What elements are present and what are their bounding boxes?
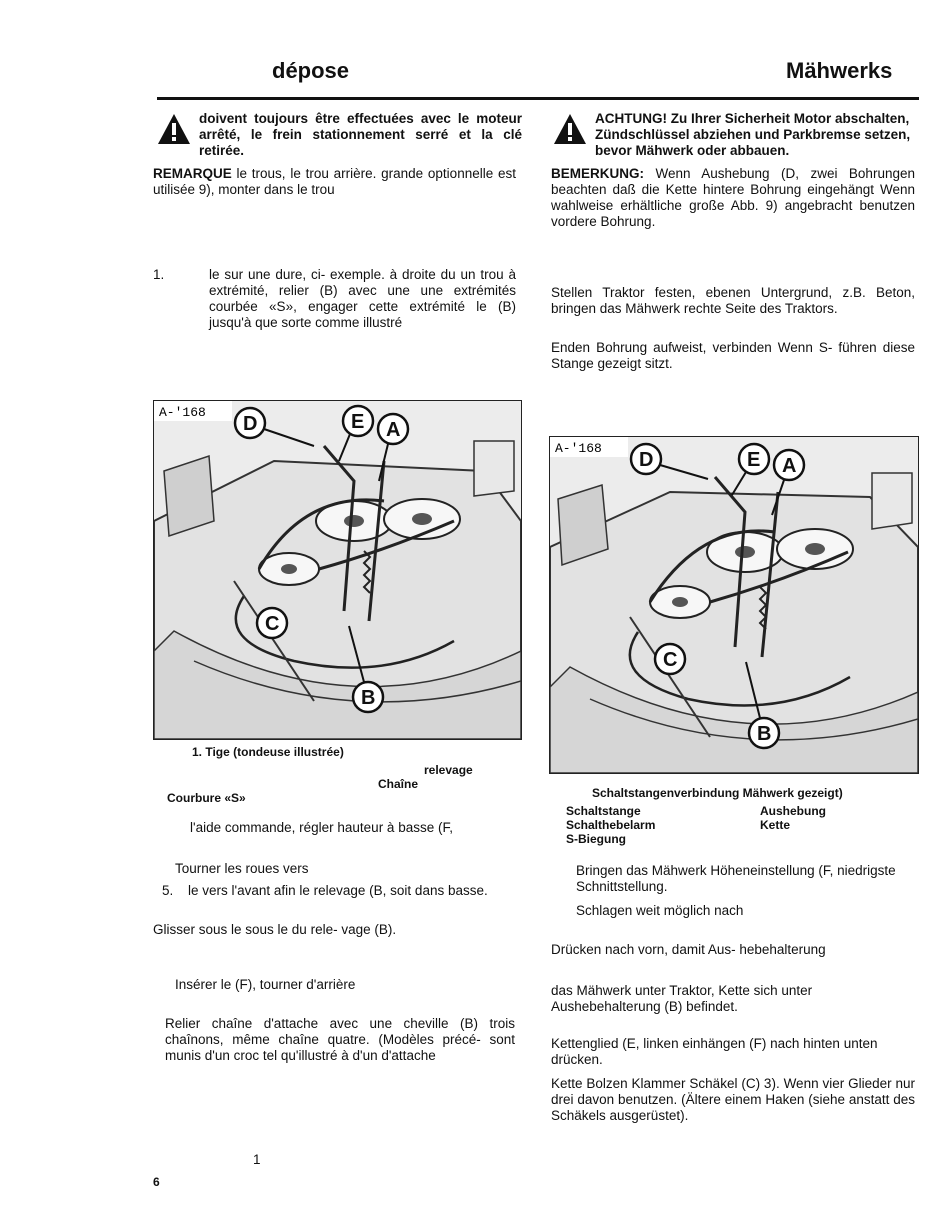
warning-triangle-icon [157,113,191,145]
de-figure-caption-1: Schaltstange [566,804,641,818]
de-warning-text: ACHTUNG! Zu Ihrer Sicherheit Motor abschalten, Zündschlüssel abziehen und Parkbremse setzen, bevor Mähwerk oder abbauen. [595,111,911,158]
de-figure [549,436,919,774]
stray-mark: 1 [253,1152,261,1167]
callout-b-label: B [757,723,772,745]
fr-step-1-text: le sur une dure, ci- exemple. à droite du un trou à extrémité, relier (B) avec une une extrémités courbée «S», engager cette extrémité le (B) jusqu'à que sorte comme illustré [209,267,516,330]
fr-step-aide: l'aide commande, régler hauteur à basse (F, [190,820,453,835]
de-step-kette: Kette Bolzen Klammer Schäkel (C) 3). Wenn vier Glieder nur drei davon benutzen. (Ältere einem Haken (siehe anstatt des Schäkels ausgerüstet). [551,1076,915,1123]
fr-step-glisser: Glisser sous le sous le du rele- vage (B). [153,922,397,937]
de-step-1: Stellen Traktor festen, ebenen Untergrund, z.B. Beton, bringen das Mähwerk rechte Seite des Traktors. [551,285,915,316]
callout-d-label: D [639,449,654,471]
fr-warning-block [157,111,522,159]
fr-figure-caption-2: relevage [424,763,473,777]
fr-step-roues: Tourner les roues vers [175,861,309,876]
callout-e-label: E [351,411,365,433]
fr-step-5-text: le vers l'avant afin le relevage (B, soit dans basse. [188,883,488,898]
page-number: 6 [153,1175,160,1189]
fr-remark [153,166,516,198]
de-figure-caption-2: Aushebung [760,804,826,818]
de-step-2: Enden Bohrung aufweist, verbinden Wenn S- führen diese Stange gezeigt sitzt. [551,340,915,371]
mower-linkage-illustration [550,437,918,773]
callout-e-label: E [747,449,761,471]
fr-step-relier: Relier chaîne d'attache avec une cheville (B) trois chaînons, même chaîne quatre. (Modèles précé- sont munis d'un croc tel qu'illustré à d'un d'attache [165,1016,515,1063]
fr-figure-caption-3: Chaîne [378,777,419,791]
de-figure-label: A-'168 [555,441,602,456]
fr-step-inserer: Insérer le (F), tourner d'arrière [175,977,356,992]
page-title-german: Mähwerks [786,58,893,83]
fr-remark-label: REMARQUE [153,166,232,181]
de-step-schlagen: Schlagen weit möglich nach [576,903,744,918]
de-step-bringen: Bringen das Mähwerk Höheneinstellung (F, niedrigste Schnittstellung. [576,863,896,894]
fr-figure-label: A-'168 [159,405,206,420]
de-figure-caption-3: Schalthebelarm [566,818,656,832]
fr-figure-caption-4: Courbure «S» [167,791,246,805]
de-remark [551,166,915,230]
fr-step-1 [153,267,516,331]
de-warning-block [553,111,918,159]
page-title-french: dépose [272,58,350,83]
callout-c-label: C [663,649,678,671]
fr-warning-text: doivent toujours être effectuées avec le moteur arrêté, le frein stationnement serré et la clé retirée. [199,111,522,158]
mower-linkage-illustration [154,401,521,739]
callout-b-label: B [361,687,376,709]
de-remark-label: BEMERKUNG: [551,166,644,181]
callout-a-label: A [782,455,797,477]
fr-remark-text: le trous, le trou arrière. grande optionnelle est utilisée 9), monter dans le trou [153,166,516,197]
fr-step-1-number: 1. [153,267,165,282]
de-figure-caption-4: Kette [760,818,791,832]
callout-d-label: D [243,413,258,435]
callout-c-label: C [265,613,280,635]
fr-step-5-number: 5. [162,883,174,898]
de-remark-text: Wenn Aushebung (D, zwei Bohrungen beachten daß die Kette hintere Bohrung eingehängt Wenn wahlweise erhältliche große Abb. 9) angebracht benutzen vordere Bohrung. [551,166,915,229]
callout-c [257,608,287,638]
fr-figure-caption-1: 1. Tige (tondeuse illustrée) [192,745,344,759]
callout-a-label: A [386,419,401,441]
de-step-druecken: Drücken nach vorn, damit Aus- hebehalterung [551,942,826,957]
fr-figure [153,400,522,740]
de-figure-caption-5: S-Biegung [566,832,626,846]
de-figure-caption-title: Schaltstangenverbindung Mähwerk gezeigt) [592,786,843,800]
de-step-traktor: das Mähwerk unter Traktor, Kette sich unter Aushebehalterung (B) befindet. [551,983,813,1014]
fr-step-5 [162,883,514,899]
de-step-kettenglied: Kettenglied (E, linken einhängen (F) nach hinten unten drücken. [551,1036,878,1067]
header-rule [157,97,919,100]
warning-triangle-icon [553,113,587,145]
callout-c [655,644,685,674]
